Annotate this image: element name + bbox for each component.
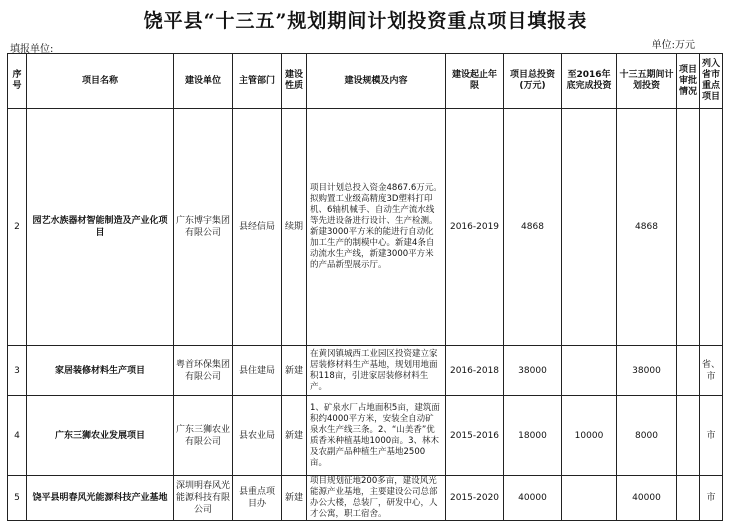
cell-years: 2015-2016 [446,396,504,476]
cell-total: 38000 [504,346,562,396]
cell-unit: 深圳明春风光能源科技有限公司 [174,476,233,521]
cell-no: 3 [8,346,27,396]
cell-done2016 [562,109,617,346]
table-row [8,109,723,346]
project-table [7,53,723,521]
cell-done2016 [562,476,617,521]
cell-total: 40000 [504,476,562,521]
cell-total: 4868 [504,109,562,346]
cell-scale: 项目规划征地200多亩，建设风光能源产业基地，主要建设公司总部办公大楼，总装厂，研发中心，人才公寓，职工宿舍。 [307,476,446,521]
filler-unit-label: 填报单位: [10,44,54,55]
table-header-row [8,54,723,109]
cell-nature: 新建 [282,396,307,476]
cell-nature: 续期 [282,109,307,346]
cell-project-name: 广东三狮农业发展项目 [27,396,174,476]
cell-unit: 粤首环保集团有限公司 [174,346,233,396]
cell-no: 5 [8,476,27,521]
col-header-scale: 建设规模及内容 [307,54,446,109]
col-header-plan135: 十三五期间计划投资 [617,54,677,109]
cell-done2016 [562,346,617,396]
cell-project-name: 家居装修材料生产项目 [27,346,174,396]
cell-key: 省、市 [700,346,723,396]
col-header-done2016: 至2016年底完成投资 [562,54,617,109]
cell-dept: 县经信局 [233,109,282,346]
col-header-approval: 项目审批情况 [677,54,700,109]
col-header-years: 建设起止年限 [446,54,504,109]
table-row [8,476,723,521]
cell-dept: 县重点项目办 [233,476,282,521]
col-header-unit: 建设单位 [174,54,233,109]
cell-dept: 县住建局 [233,346,282,396]
col-header-no: 序号 [8,54,27,109]
cell-done2016: 10000 [562,396,617,476]
cell-scale: 项目计划总投入资金4867.6万元。拟购置工业级高精度3D塑料打印机、6轴机械手、自动生产流水线等先进设备进行设计、生产检测。新建3000平方米的能进行自动化加工生产的制模中心。新建4条自动流水生产线，新建3000平方米的产品新型展示厅。 [307,109,446,346]
cell-plan135: 8000 [617,396,677,476]
cell-approval [677,476,700,521]
cell-approval [677,109,700,346]
cell-scale: 1、矿泉水厂占地面积5亩，建筑面积约4000平方米，安装全自动矿泉水生产线三条。2、“山美香”优质香米种植基地1000亩。3、林木及农副产品种植生产基地2500亩。 [307,396,446,476]
col-header-dept: 主管部门 [233,54,282,109]
cell-plan135: 40000 [617,476,677,521]
cell-key [700,109,723,346]
unit-label: 单位:万元 [651,40,695,51]
report-title: 饶平县“十三五”规划期间计划投资重点项目填报表 [143,10,588,32]
col-header-total: 项目总投资(万元) [504,54,562,109]
cell-approval [677,346,700,396]
cell-project-name: 园艺水族器材智能制造及产业化项目 [27,109,174,346]
table-row [8,396,723,476]
cell-years: 2016-2018 [446,346,504,396]
cell-total: 18000 [504,396,562,476]
cell-no: 4 [8,396,27,476]
cell-nature: 新建 [282,476,307,521]
cell-approval [677,396,700,476]
table-row [8,346,723,396]
col-header-key: 列入省市重点项目 [700,54,723,109]
cell-no: 2 [8,109,27,346]
cell-project-name: 饶平县明春风光能源科技产业基地 [27,476,174,521]
cell-scale: 在黄冈镇城西工业园区投资建立家居装修材料生产基地，规划用地面积118亩，引进家居装修材料生产。 [307,346,446,396]
cell-years: 2015-2020 [446,476,504,521]
cell-dept: 县农业局 [233,396,282,476]
col-header-name: 项目名称 [27,54,174,109]
cell-unit: 广东博宇集团有限公司 [174,109,233,346]
cell-years: 2016-2019 [446,109,504,346]
cell-unit: 广东三狮农业有限公司 [174,396,233,476]
cell-key: 市 [700,476,723,521]
cell-plan135: 38000 [617,346,677,396]
cell-plan135: 4868 [617,109,677,346]
cell-key: 市 [700,396,723,476]
cell-nature: 新建 [282,346,307,396]
col-header-nature: 建设性质 [282,54,307,109]
